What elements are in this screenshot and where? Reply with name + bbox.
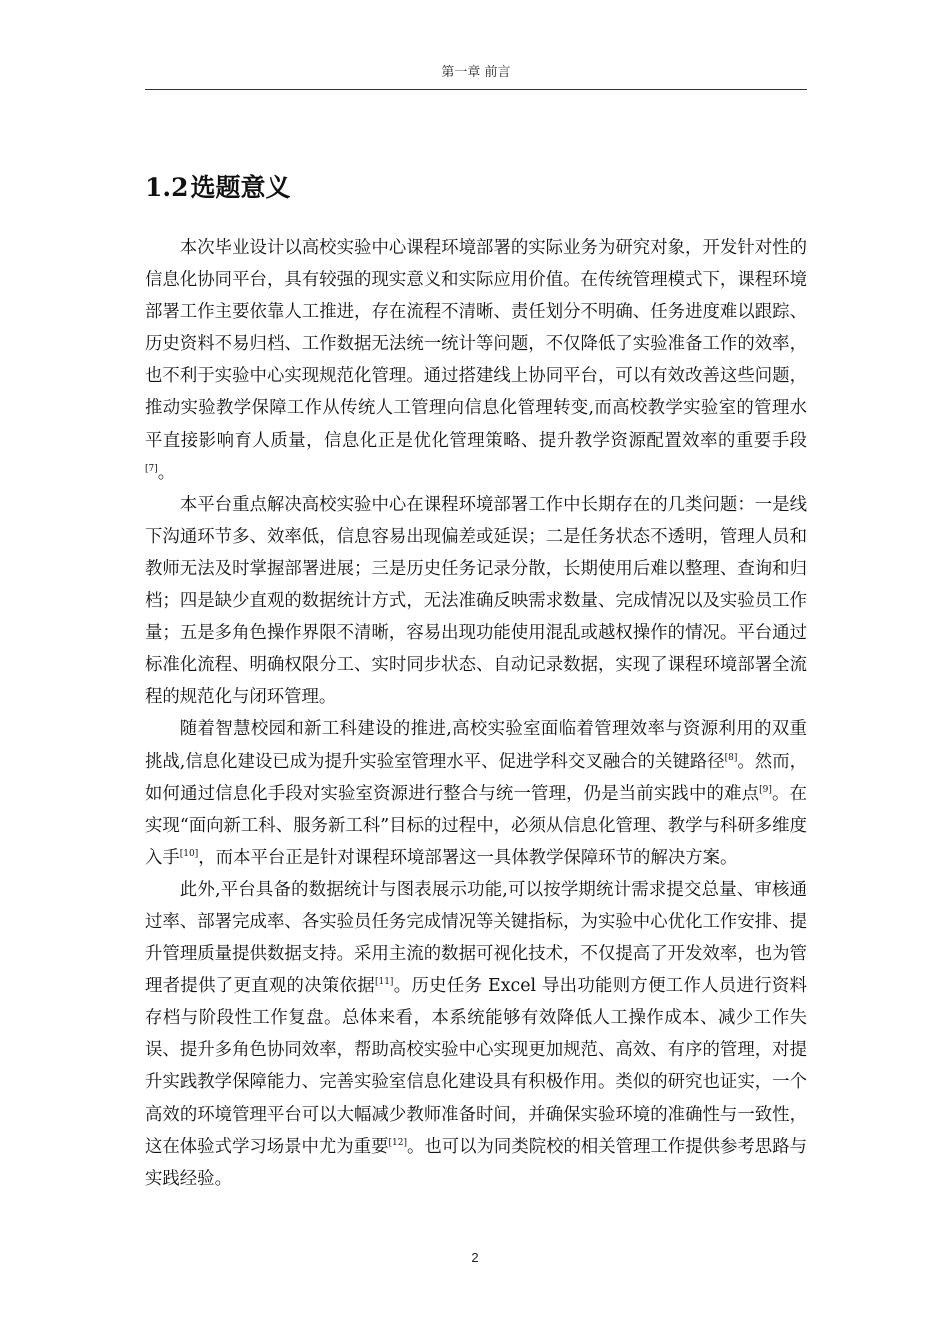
paragraph (145, 713, 807, 873)
section-number: 1.2 (145, 173, 189, 202)
paragraph-text: 此外,平台具备的数据统计与图表展示功能,可以按学期统计需求提交总量、审核通过率、部署完成率、各实验员任务完成情况等关键指标，为实验中心优化工作安排、提升管理质量提供数据支持。采用主流的数据可视化技术，不仅提高了开发效率，也为管理者提供了更直观的决策依据 (145, 879, 807, 997)
citation-marker: [12] (388, 1137, 407, 1148)
paragraph-text: 。 (157, 462, 176, 483)
body-text (145, 232, 807, 1195)
paragraph-text: 本平台重点解决高校实验中心在课程环境部署工作中长期存在的几类问题：一是线下沟通环节多、效率低，信息容易出现偏差或延误；二是任务状态不透明，管理人员和教师无法及时掌握部署进展；三是历史任务记录分散，长期使用后难以整理、查询和归档；四是缺少直观的数据统计方式，无法准确反映需求数量、完成情况以及实验员工作量；五是多角色操作界限不清晰，容易出现功能使用混乱或越权操作的情况。平台通过标准化流程、明确权限分工、实时同步状态、自动记录数据，实现了课程环境部署全流程的规范化与闭环管理。 (145, 494, 807, 708)
paragraph-text: 随着智慧校园和新工科建设的推进,高校实验室面临着管理效率与资源利用的双重挑战,信息化建设已成为提升实验室管理水平、促进学科交叉融合的关键路径 (145, 719, 807, 772)
citation-marker: [8] (724, 752, 738, 763)
citation-marker: [11] (374, 977, 394, 988)
citation-marker: [7] (145, 463, 158, 474)
citation-marker: [9] (759, 784, 772, 795)
paragraph-text: 。在实现“面向新工科、服务新工科”目标的过程中，必须从信息化管理、教学与科研多维度入手 (145, 783, 807, 868)
paragraph (145, 489, 807, 714)
header-rule (145, 89, 807, 90)
page-number: 2 (471, 1250, 479, 1265)
citation-marker: [10] (179, 848, 199, 859)
running-header: 第一章 前言 (441, 65, 511, 80)
paragraph-text: 。也可以为同类院校的相关管理工作提供参考思路与实践经验。 (145, 1136, 807, 1189)
paragraph-text: 。然而，如何通过信息化手段对实验室资源进行整合与统一管理，仍是当前实践中的难点 (145, 751, 807, 804)
paragraph-text: 本次毕业设计以高校实验中心课程环境部署的实际业务为研究对象，开发针对性的信息化协同平台，具有较强的现实意义和实际应用价值。在传统管理模式下，课程环境部署工作主要依靠人工推进，存在流程不清晰、责任划分不明确、任务进度难以跟踪、历史资料不易归档、工作数据无法统一统计等问题，不仅降低了实验准备工作的效率，也不利于实验中心实现规范化管理。通过搭建线上协同平台，可以有效改善这些问题，推动实验教学保障工作从传统人工管理向信息化管理转变,而高校教学实验室的管理水平直接影响育人质量，信息化正是优化管理策略、提升教学资源配置效率的重要手段 (145, 238, 807, 451)
paragraph-text: ，而本平台正是针对课程环境部署这一具体教学保障环节的解决方案。 (198, 847, 738, 868)
paragraph (145, 874, 807, 1195)
section-title-text: 选题意义 (190, 173, 291, 202)
paragraph-text: 。历史任务 Excel 导出功能则方便工作人员进行资料存档与阶段性工作复盘。总体来看，本系统能够有效降低人工操作成本、减少工作失误、提升多角色协同效率，帮助高校实验中心实现更加规范、高效、有序的管理，对提升实践教学保障能力、完善实验室信息化建设具有积极作用。类似的研究也证实，一个高效的环境管理平台可以大幅减少教师准备时间，并确保实验环境的准确性与一致性，这在体验式学习场景中尤为重要 (145, 976, 807, 1157)
section-heading (145, 170, 291, 206)
paragraph (145, 232, 807, 489)
